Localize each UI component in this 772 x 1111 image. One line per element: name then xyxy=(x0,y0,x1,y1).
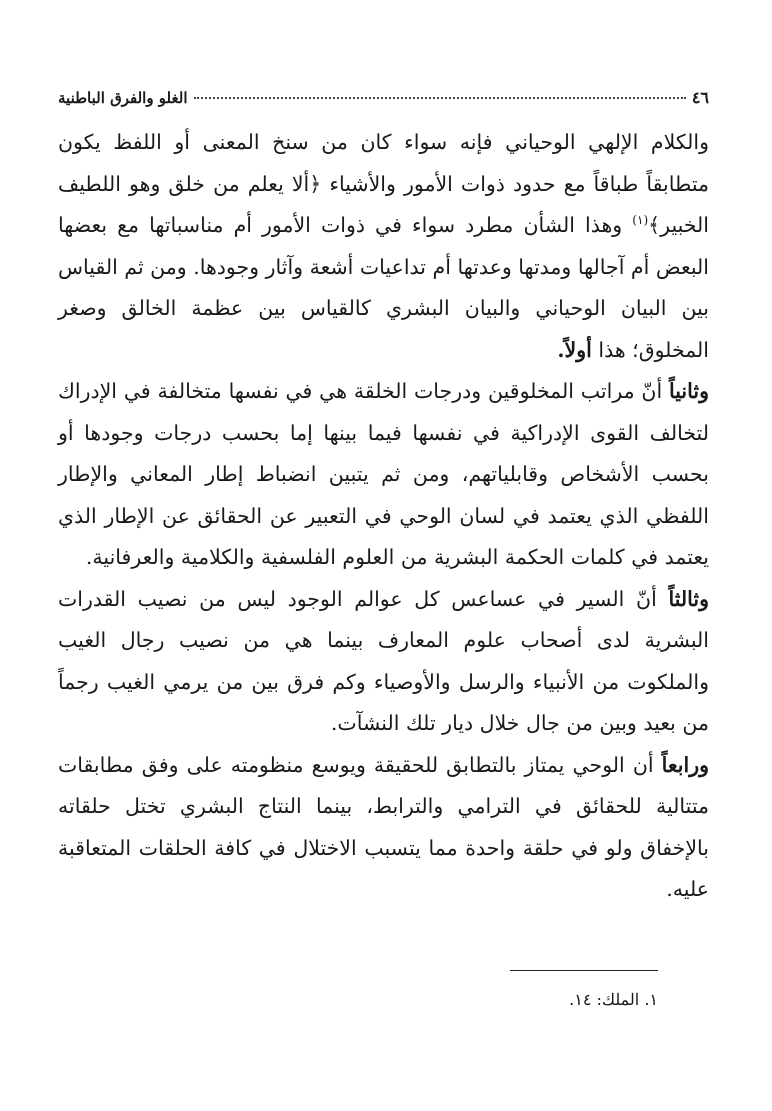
footnote xyxy=(58,988,658,1012)
footnote-text: ١. الملك: ١٤. xyxy=(569,990,658,1009)
paragraph-2 xyxy=(58,371,709,579)
paragraph-4-lead: ورابعاً xyxy=(661,752,709,777)
paragraph-3 xyxy=(58,579,709,745)
main-text xyxy=(58,122,709,911)
paragraph-3-lead: وثالثاً xyxy=(668,586,709,611)
running-title: الغلو والفرق الباطنية xyxy=(58,89,188,107)
paragraph-1-end: أولاً. xyxy=(557,337,592,362)
page-number: ٤٦ xyxy=(691,88,709,107)
paragraph-1-text: والكلام الإلهي الوحياني فإنه سواء كان من سنخ المعنى أو اللفظ يكون متطابقاً طباقاً مع حدود ذوات الأمور والأشياء ﴿ألا يعلم من خلق وهو اللطيف الخبير﴾ xyxy=(58,130,709,237)
paragraph-4-text: أن الوحي يمتاز بالتطابق للحقيقة ويوسع منظومته على وفق مطابقات متتالية للحقائق في الترامي والترابط، بينما النتاج البشري تختل حلقاته بالإخفاق ولو في حلقة واحدة مما يتسبب الاختلال في كافة الحلقات المتعاقبة عليه. xyxy=(58,752,709,901)
paragraph-2-text: أنّ مراتب المخلوقين ودرجات الخلقة هي في نفسها متخالفة في الإدراك لتخالف القوى الإدراكية في نفسها فيما بينها إما بحسب درجات وجودها أو بحسب الأشخاص وقابلياتهم، ومن ثم يتبين انضباط إطار المعاني والإطار اللفظي الذي يعتمد في لسان الوحي في التعبير عن الحقائق عن الإطار الذي يعتمد في كلمات الحكمة البشرية من العلوم الفلسفية والكلامية والعرفانية. xyxy=(58,379,709,569)
paragraph-4 xyxy=(58,745,709,911)
paragraph-1 xyxy=(58,122,709,371)
paragraph-3-text: أنّ السير في عساعس كل عوالم الوجود ليس من نصيب القدرات البشرية لدى أصحاب علوم المعارف بينما هي من نصيب رجال الغيب والملكوت من الأنبياء والرسل والأوصياء وكم فرق بين من يرمي الغيب رجماً من بعيد وبين من جال خلال ديار تلك النشآت. xyxy=(58,586,709,735)
paragraph-2-lead: وثانياً xyxy=(669,379,709,403)
footnote-separator xyxy=(510,970,658,971)
paragraph-1-tail: وهذا الشأن مطرد سواء في ذوات الأمور أم مناسباتها مع بعضها البعض أم آجالها ومدتها وعدتها أم تداعيات أشعة وآثار وجودها. ومن ثم القياس بين البيان الوحياني والبيان البشري كالقياس بين عظمة الخالق وصغر المخلوق؛ هذا xyxy=(58,213,709,362)
running-header xyxy=(58,88,709,107)
header-leader-dots xyxy=(194,97,686,99)
footnote-reference[interactable]: (١) xyxy=(632,213,649,228)
